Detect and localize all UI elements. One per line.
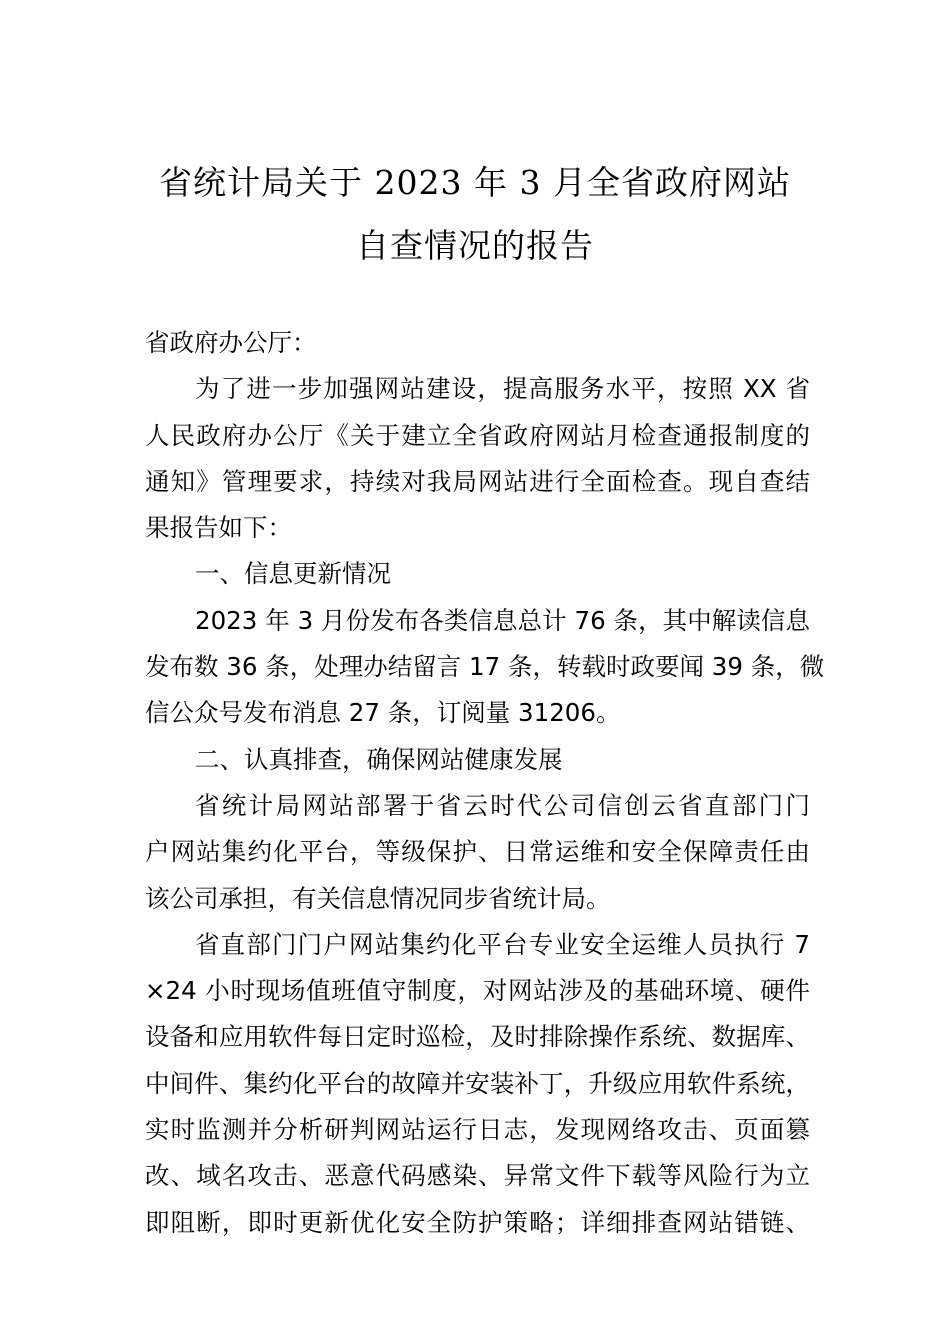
intro-paragraph xyxy=(145,366,810,551)
text-line: 信公众号发布消息 27 条，订阅量 31206。 xyxy=(145,698,621,728)
text-line: 实时监测并分析研判网站运行日志，发现网络攻击、页面篡 xyxy=(145,1115,810,1145)
text-line: 人民政府办公厅《关于建立全省政府网站月检查通报制度的 xyxy=(145,420,810,450)
text-line: ×24 小时现场值班值守制度，对网站涉及的基础环境、硬件 xyxy=(145,976,810,1006)
text-line: 即阻断，即时更新优化安全防护策略；详细排查网站错链、 xyxy=(145,1207,810,1237)
text-line: 设备和应用软件每日定时巡检，及时排除操作系统、数据库、 xyxy=(145,1022,810,1052)
text-line: 发布数 36 条，处理办结留言 17 条，转载时政要闻 39 条，微 xyxy=(145,652,825,682)
text-line: 2023 年 3 月份发布各类信息总计 76 条，其中解读信息 xyxy=(195,605,810,635)
section-heading-text: 二、认真排查，确保网站健康发展 xyxy=(195,744,563,774)
salutation-text: 省政府办公厅： xyxy=(145,328,317,357)
document-title-line-1: 省统计局关于 2023 年 3 月全省政府网站 xyxy=(159,163,791,202)
document-title-line-2: 自查情况的报告 xyxy=(356,226,594,265)
text-line: 为了进一步加强网站建设，提高服务水平，按照 XX 省 xyxy=(195,374,810,404)
section-1-paragraph xyxy=(145,598,825,737)
text-line: 改、域名攻击、恶意代码感染、异常文件下载等风险行为立 xyxy=(145,1161,810,1191)
salutation xyxy=(145,320,810,366)
text-line: 通知》管理要求，持续对我局网站进行全面检查。现自查结 xyxy=(145,466,810,496)
text-line: 中间件、集约化平台的故障并安装补丁，升级应用软件系统， xyxy=(145,1068,810,1098)
text-line: 省直部门门户网站集约化平台专业安全运维人员执行 7 xyxy=(195,929,810,959)
section-2-paragraph-2 xyxy=(145,922,810,1246)
text-line: 该公司承担，有关信息情况同步省统计局。 xyxy=(145,883,611,913)
section-2-paragraph-1 xyxy=(145,783,810,922)
text-line: 省统计局网站部署于省云时代公司信创云省直部门门 xyxy=(195,790,810,820)
section-1-heading xyxy=(145,551,810,597)
text-line: 果报告如下： xyxy=(145,513,292,543)
document-body xyxy=(145,320,825,1246)
section-2-heading xyxy=(145,737,810,783)
section-heading-text: 一、信息更新情况 xyxy=(195,559,391,589)
text-line: 户网站集约化平台，等级保护、日常运维和安全保障责任由 xyxy=(145,837,810,867)
